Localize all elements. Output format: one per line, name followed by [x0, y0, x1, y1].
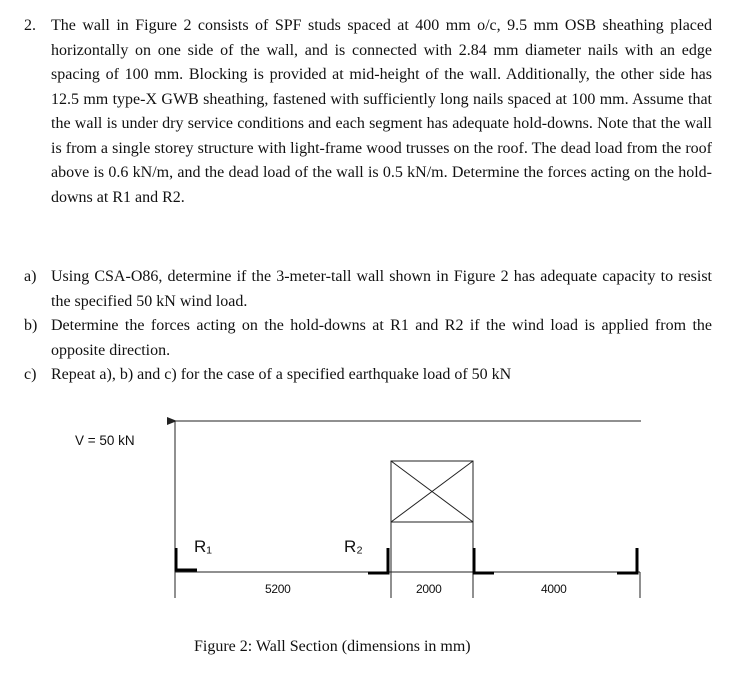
part-a-text: Using CSA-O86, determine if the 3-meter-tall wall shown in Figure 2 has adequate capacity to resist the specified 50 kN wind load.: [51, 268, 712, 310]
hold-down-4: [617, 548, 637, 573]
part-c-text: Repeat a), b) and c) for the case of a specified earthquake load of 50 kN: [51, 366, 512, 383]
dimension-4000: 4000: [541, 582, 567, 596]
dimension-2000: 2000: [416, 582, 442, 596]
question-text: The wall in Figure 2 consists of SPF studs spaced at 400 mm o/c, 9.5 mm OSB sheathing placed horizontally on one side of the wall, and is connected with 2.84 mm diameter nails with an edge spacing of 100 mm. Blocking is provided at mid-height of the wall. Additionally, the other side has 12.5 mm type-X GWB sheathing, fastened with sufficiently long nails spaced at 100 mm. Assume that the wall is under dry service conditions and each segment has adequate hold-downs. Note that the wall is from a single storey structure with light-frame wood trusses on the roof. The dead load from the roof above is 0.6 kN/m, and the dead load of the wall is 0.5 kN/m. Determine the forces acting on the hold-downs at R1 and R2.: [51, 17, 712, 206]
reaction-r1-label: R₁: [194, 537, 213, 556]
part-c: [24, 363, 712, 388]
question-number: 2.: [24, 17, 36, 34]
part-a: [24, 265, 712, 314]
part-c-label: c): [24, 366, 37, 383]
reaction-r2-label: R₂: [344, 537, 363, 556]
part-b-label: b): [24, 317, 38, 334]
hold-down-3: [474, 548, 494, 573]
figure-caption: Figure 2: Wall Section (dimensions in mm): [194, 638, 471, 655]
hold-down-r2: [368, 548, 388, 573]
part-a-label: a): [24, 268, 37, 285]
part-b-text: Determine the forces acting on the hold-downs at R1 and R2 if the wind load is applied from the opposite direction.: [51, 317, 712, 359]
dimension-5200: 5200: [265, 582, 291, 596]
load-label: V = 50 kN: [75, 433, 135, 448]
part-b: [24, 314, 712, 363]
question-parts: [24, 265, 712, 388]
